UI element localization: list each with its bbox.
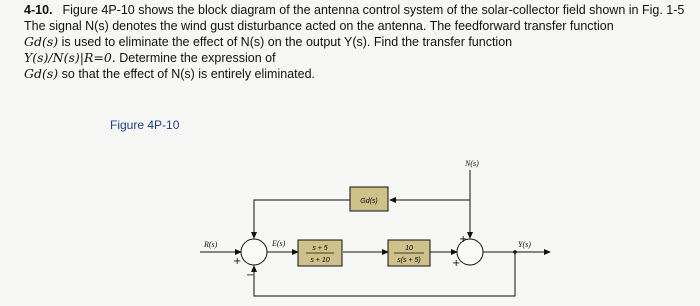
input-signal-label: R(s) — [204, 240, 218, 249]
output-signal-label: Y(s) — [518, 240, 531, 249]
controller-denominator: s + 10 — [310, 257, 330, 264]
output-pickoff-point — [513, 250, 517, 254]
summing-junction-1 — [241, 239, 267, 265]
gd-block-label: Gd(s) — [360, 198, 378, 205]
error-signal-label: E(s) — [272, 239, 286, 248]
disturbance-signal-label: N(s) — [465, 159, 479, 168]
feedforward-path — [254, 200, 350, 238]
sum2-plant-sign: + — [452, 258, 461, 269]
controller-numerator: s + 5 — [312, 245, 328, 252]
gd-expression: Gd(s) — [24, 34, 59, 49]
problem-number: 4-10. — [24, 3, 53, 17]
plant-numerator: 10 — [405, 245, 413, 252]
problem-text-4: Determine the expression of — [119, 51, 276, 65]
problem-text-3: is used to eliminate the effect of N(s) on the output Y(s). Find the transfer function — [61, 35, 513, 49]
problem-line-2: The signal N(s) denotes the wind gust disturbance acted on the antenna. The feedforward transfer function — [24, 19, 614, 33]
problem-text-5: so that the effect of N(s) is entirely eliminated. — [61, 67, 315, 81]
plant-denominator: s(s + 5) — [397, 257, 421, 264]
figure-label: Figure 4P-10 — [110, 118, 180, 132]
problem-text-1: Figure 4P-10 shows the block diagram of the antenna control system of the solar-collector field shown in Fig. 1-5 — [62, 3, 685, 17]
gd-expression-2: Gd(s) — [24, 66, 59, 81]
transfer-function-expression: Y(s)/N(s)|R=0. — [24, 50, 116, 65]
sum2-disturbance-sign: + — [459, 234, 468, 245]
sum1-input-sign: + — [233, 256, 242, 267]
sum1-feedback-sign: − — [246, 270, 255, 281]
